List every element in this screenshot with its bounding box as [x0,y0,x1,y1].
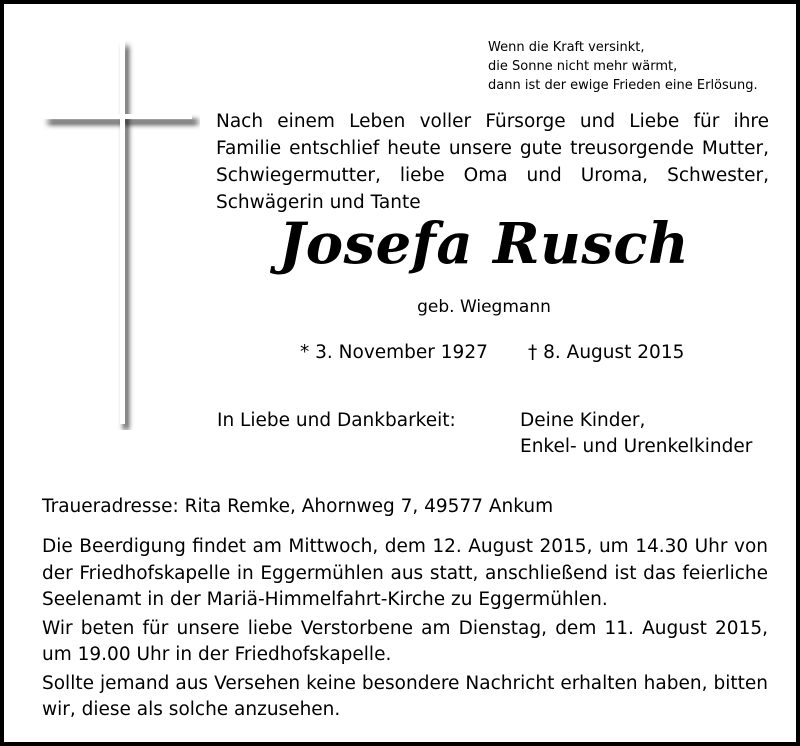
funeral-notice: Die Beerdigung findet am Mittwoch, dem 12. August 2015, um 14.30 Uhr von der Friedhofskapelle in Eggermühlen aus statt, anschließend ist das feierliche Seelenamt in der Mariä-Himmelfahrt-Kirche zu Eggermühlen. [42,536,768,610]
quote-line: dann ist der ewige Frieden eine Erlösung. [488,78,758,93]
no-notice-apology: Sollte jemand aus Versehen keine besondere Nachricht erhalten haben, bitten wir, diese als solche anzusehen. [42,672,768,720]
deceased-name: Josefa Rusch [278,211,690,277]
mourners-list [520,408,752,460]
prayer-notice: Wir beten für unsere liebe Verstorbene am Dienstag, dem 11. August 2015, um 19.00 Uhr in der Friedhofskapelle. [42,617,768,665]
quote-line: die Sonne nicht mehr wärmt, [488,59,678,74]
birth-date: * 3. November 1927 [300,342,488,363]
mourners-intro: In Liebe und Dankbarkeit: [217,410,456,431]
notice-body [42,534,768,726]
death-date: † 8. August 2015 [528,342,685,363]
memorial-quote [488,38,788,95]
mourning-address: Traueradresse: Rita Remke, Ahornweg 7, 49577 Ankum [42,496,554,517]
intro-text: Nach einem Leben voller Fürsorge und Liebe für ihre Familie entschlief heute unsere gute treusorgende Mutter, Schwiegermutter, liebe Oma und Uroma, Schwester, Schwägerin und Tante [216,111,769,213]
quote-line: Wenn die Kraft versinkt, [488,40,645,55]
latin-cross-icon [40,40,200,430]
mourner-line: Deine Kinder, [520,410,646,431]
mourner-line: Enkel- und Urenkelkinder [520,436,753,457]
maiden-name: geb. Wiegmann [417,297,551,317]
